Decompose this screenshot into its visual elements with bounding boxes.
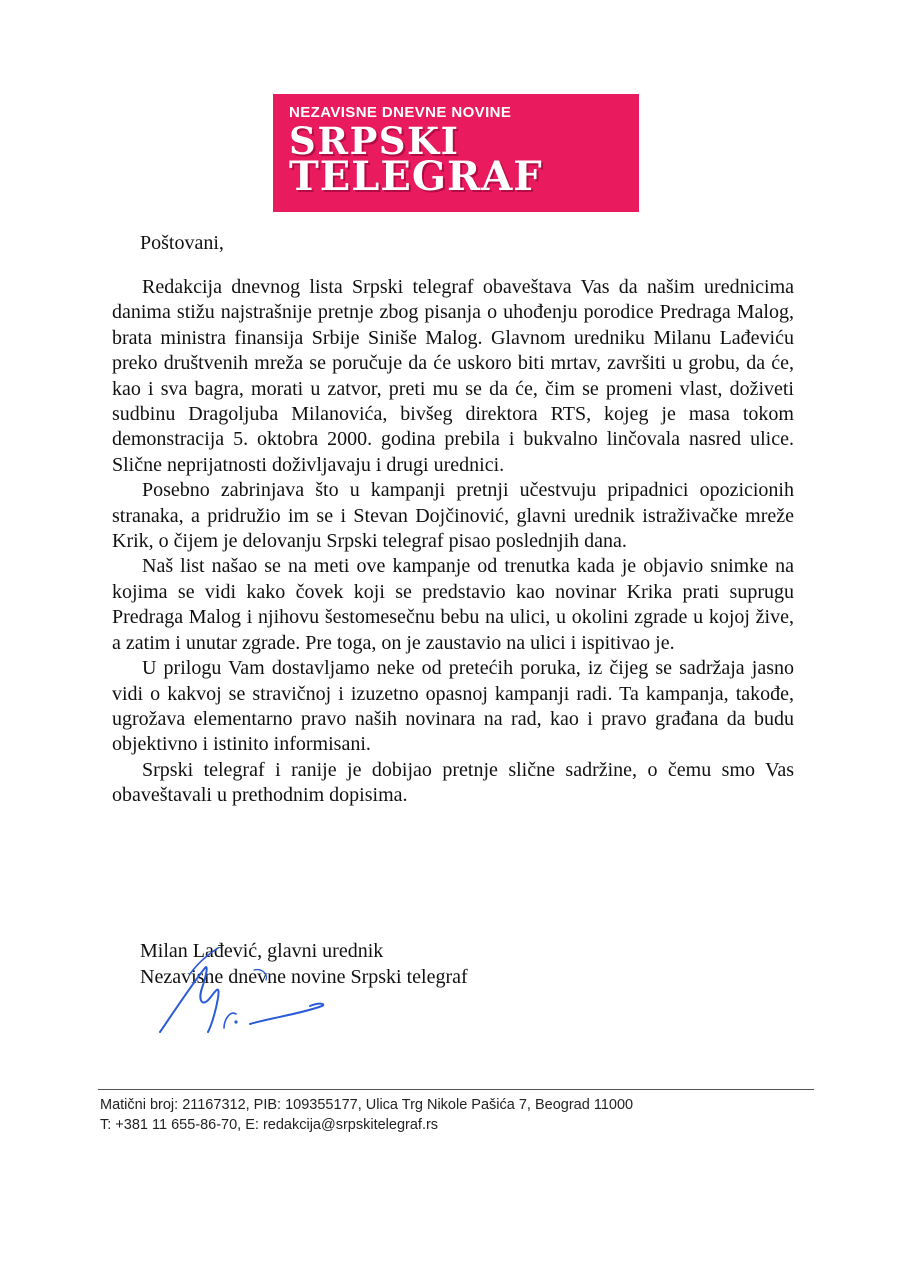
footer-contact-line: T: +381 11 655-86-70, E: redakcija@srpskitelegraf.rs xyxy=(100,1117,439,1133)
letter-greeting: Poštovani, xyxy=(140,232,224,254)
footer-contact xyxy=(100,1095,800,1135)
footer-divider xyxy=(98,1089,814,1090)
signature-organization: Nezavisne dnevne novine Srpski telegraf xyxy=(140,966,468,988)
masthead-title-line1: SRPSKI xyxy=(289,119,460,163)
handwritten-signature xyxy=(150,940,350,1040)
letter-paragraph-2: Posebno zabrinjava što u kampanji pretnji učestvuju pripadnici opozicionih stranaka, a pridružio im se i Stevan Dojčinović, glavni urednik istraživačke mreže Krik, o čijem je delovanju Srpski telegraf pisao poslednjih dana. xyxy=(112,479,794,553)
letter-paragraph-5: Srpski telegraf i ranije je dobijao pretnje slične sadržine, o čemu smo Vas obaveštavali u prethodnim dopisima. xyxy=(112,758,794,807)
letter-paragraph-4: U prilogu Vam dostavljamo neke od pretećih poruka, iz čijeg se sadržaja jasno vidi o kakvoj se stravičnoj i izuzetno opasnoj kampanji radi. Ta kampanja, takođe, ugrožava elementarno pravo naših novinara na rad, kao i pravo građana da budu objektivno i istinito informisani. xyxy=(112,657,794,756)
masthead-tagline: NEZAVISNE DNEVNE NOVINE xyxy=(289,104,512,121)
letter-body xyxy=(112,275,794,809)
footer-registration-line: Matični broj: 21167312, PIB: 109355177, Ulica Trg Nikole Pašića 7, Beograd 11000 xyxy=(100,1097,634,1113)
signature-name: Milan Lađević, glavni urednik xyxy=(140,940,384,962)
letter-paragraph-1: Redakcija dnevnog lista Srpski telegraf obaveštava Vas da našim urednicima danima stižu najstrašnije pretnje zbog pisanja o uhođenju porodice Predraga Malog, brata ministra finansija Srbije Siniše Malog. Glavnom uredniku Milanu Lađeviću preko društvenih mreža se poručuje da će uskoro biti mrtav, završiti u grobu, da će, kao i sva bagra, morati u zatvor, preti mu se da će, čim se promeni vlast, doživeti sudbinu Dragoljuba Milanovića, bivšeg direktora RTS, kojeg je masa tokom demonstracija 5. oktobra 2000. godina prebila i bukvalno linčovala nasred ulice. Slične neprijatnosti doživljavaju i drugi urednici. xyxy=(112,276,794,476)
masthead-logo xyxy=(273,94,639,212)
letter-paragraph-3: Naš list našao se na meti ove kampanje od trenutka kada je objavio snimke na kojima se vidi kako čovek koji se predstavio kao novinar Krika prati suprugu Predraga Malog i njihovu šestomesečnu bebu na ulici, u okolini zgrade u kojoj žive, a zatim i unutar zgrade. Pre toga, on je zaustavio na ulici i ispitivao je. xyxy=(112,555,794,654)
masthead-title-line2: TELEGRAF xyxy=(289,153,543,200)
